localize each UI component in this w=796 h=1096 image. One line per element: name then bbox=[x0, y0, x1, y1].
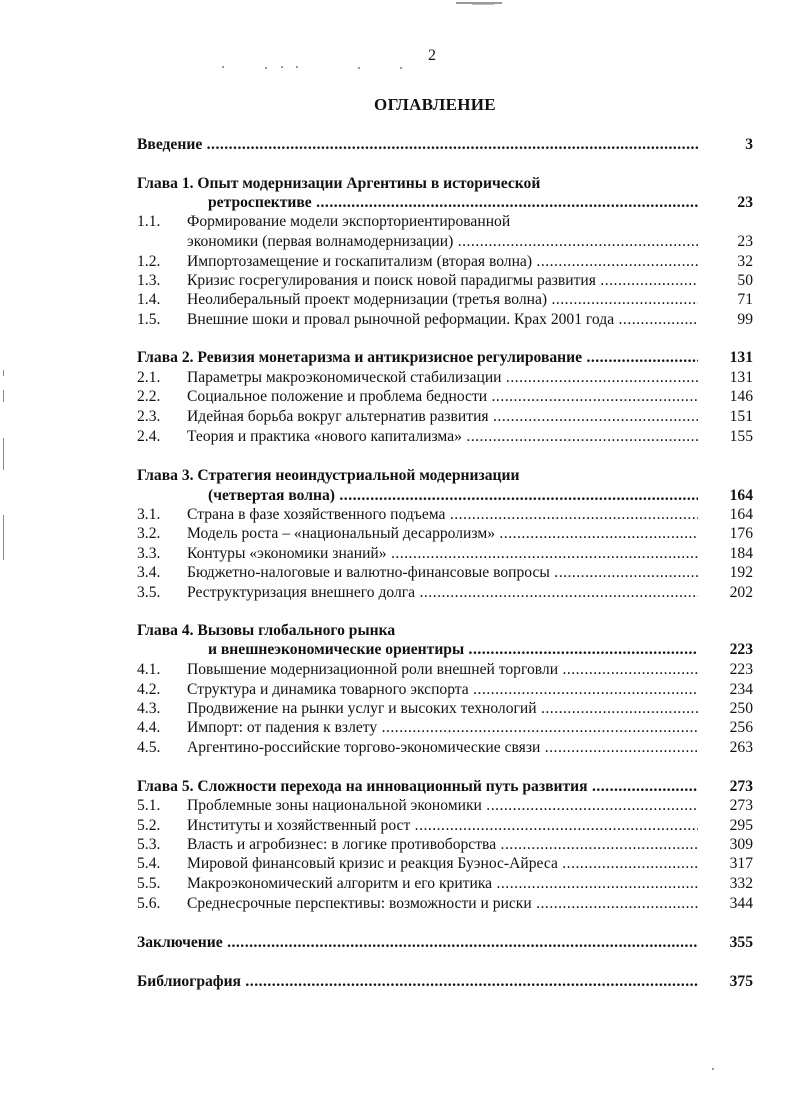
toc-entry-title: Институты и хозяйственный рост ..... bbox=[187, 816, 698, 836]
toc-entry-page: 99 bbox=[737, 311, 753, 328]
toc-entry-title: Глава 2. Ревизия монетаризма и антикризисное регулирование ..... bbox=[137, 348, 698, 368]
toc-entry bbox=[137, 874, 753, 894]
toc-entry bbox=[137, 894, 753, 914]
toc-entry-page: 344 bbox=[729, 895, 753, 912]
toc-entry-title: Мировой финансовый кризис и реакция Буэнос-Айреса ..... bbox=[187, 854, 698, 874]
scan-speck bbox=[265, 67, 267, 69]
toc-entry-page: 23 bbox=[737, 233, 753, 250]
toc-entry-title: Параметры макроэкономической стабилизации ..... bbox=[187, 368, 698, 388]
toc-entry-page: 151 bbox=[729, 408, 753, 425]
toc-entry-page: 192 bbox=[729, 564, 753, 581]
toc-entry-number: 3.5. bbox=[137, 584, 161, 601]
toc-entry bbox=[137, 348, 753, 368]
toc-entry bbox=[137, 699, 753, 719]
toc-entry-page: 234 bbox=[729, 681, 753, 698]
toc-entry bbox=[137, 816, 753, 836]
toc-entry bbox=[137, 583, 753, 603]
toc-entry-number: 4.3. bbox=[137, 700, 161, 717]
toc-entry bbox=[137, 680, 753, 700]
toc-entry bbox=[137, 252, 753, 272]
toc-entry-title: Аргентино-российские торгово-экономические связи ..... bbox=[187, 738, 698, 758]
toc-entry bbox=[137, 212, 753, 232]
toc-entry-page: 273 bbox=[729, 778, 753, 795]
toc-entry-title: Проблемные зоны национальной экономики ..... bbox=[187, 796, 698, 816]
toc-entry-title: Бюджетно-налоговые и валютно-финансовые вопросы ..... bbox=[187, 563, 698, 583]
toc-entry-title: Продвижение на рынки услуг и высоких технологий ..... bbox=[187, 699, 698, 719]
toc-entry-title: ретроспективе ..... bbox=[208, 193, 698, 213]
toc-entry bbox=[137, 835, 753, 855]
toc-entry-page: 50 bbox=[737, 272, 753, 289]
toc-entry-number: 2.3. bbox=[137, 408, 161, 425]
toc-entry-page: 71 bbox=[737, 291, 753, 308]
scan-edge-mark bbox=[3, 515, 4, 560]
toc-entry bbox=[137, 193, 753, 213]
toc-entry bbox=[137, 738, 753, 758]
toc-entry-title: Реструктуризация внешнего долга ..... bbox=[187, 583, 698, 603]
toc-entry-title: Повышение модернизационной роли внешней торговли ..... bbox=[187, 660, 698, 680]
toc-entry-title: Формирование модели экспорториентированной bbox=[187, 213, 511, 230]
toc-entry-number: 1.5. bbox=[137, 311, 161, 328]
toc-entry-title: Модель роста – «национальный десарролизм» ..... bbox=[187, 524, 698, 544]
toc-entry-title: Среднесрочные перспективы: возможности и риски ..... bbox=[187, 894, 698, 914]
toc-entry-number: 3.3. bbox=[137, 545, 161, 562]
toc-entry-page: 256 bbox=[729, 719, 753, 736]
toc-entry-number: 3.4. bbox=[137, 564, 161, 581]
toc-entry-title: экономики (первая волнамодернизации) ..... bbox=[187, 232, 698, 252]
toc-entry bbox=[137, 854, 753, 874]
page-title: ОГЛАВЛЕНИЕ bbox=[374, 95, 496, 114]
toc-entry bbox=[137, 486, 753, 506]
toc-entry-page: 164 bbox=[729, 506, 753, 523]
toc-entry-number: 3.1. bbox=[137, 506, 161, 523]
scan-speck bbox=[281, 66, 283, 68]
toc-entry bbox=[137, 387, 753, 407]
toc-entry-page: 176 bbox=[729, 525, 753, 542]
toc-entry-page: 317 bbox=[729, 855, 753, 872]
toc-entry bbox=[137, 640, 753, 660]
toc-entry bbox=[137, 544, 753, 564]
toc-entry-title: Заключение ..... bbox=[137, 933, 698, 953]
toc-entry bbox=[137, 660, 753, 680]
toc-entry bbox=[137, 174, 753, 194]
scan-speck bbox=[712, 1068, 714, 1070]
toc-entry bbox=[137, 407, 753, 427]
toc-entry-title: (четвертая волна) ..... bbox=[208, 486, 698, 506]
toc-entry-number: 1.3. bbox=[137, 272, 161, 289]
toc-entry bbox=[137, 621, 753, 641]
toc-entry-page: 309 bbox=[729, 836, 753, 853]
scan-edge-mark bbox=[3, 370, 4, 376]
toc-entry-number: 4.5. bbox=[137, 739, 161, 756]
toc-entry-page: 131 bbox=[729, 369, 753, 386]
toc-entry bbox=[137, 427, 753, 447]
toc-entry bbox=[137, 933, 753, 953]
toc-entry-title: Кризис госрегулирования и поиск новой парадигмы развития ..... bbox=[187, 271, 698, 291]
toc-entry-page: 164 bbox=[729, 487, 753, 504]
toc-entry-title: Библиография ..... bbox=[137, 972, 698, 992]
toc-entry-title: Контуры «экономики знаний» ..... bbox=[187, 544, 698, 564]
scan-speck bbox=[222, 66, 224, 68]
toc-entry-page: 332 bbox=[729, 875, 753, 892]
toc-entry-page: 295 bbox=[729, 817, 753, 834]
page-number: 2 bbox=[428, 47, 436, 64]
toc-entry-title: Глава 3. Стратегия неоиндустриальной модернизации bbox=[137, 467, 520, 484]
toc-entry-title: Идейная борьба вокруг альтернатив развития ..... bbox=[187, 407, 698, 427]
toc-entry-title: Страна в фазе хозяйственного подъема ..... bbox=[187, 505, 698, 525]
toc-entry-title: Теория и практика «нового капитализма» ..... bbox=[187, 427, 698, 447]
toc-entry-number: 5.3. bbox=[137, 836, 161, 853]
toc-entry-title: Макроэкономический алгоритм и его критика ..... bbox=[187, 874, 698, 894]
toc-entry bbox=[137, 718, 753, 738]
toc-entry bbox=[137, 796, 753, 816]
toc-entry-number: 2.2. bbox=[137, 388, 161, 405]
toc-entry-page: 223 bbox=[729, 641, 753, 658]
toc-entry-number: 2.4. bbox=[137, 428, 161, 445]
toc-entry bbox=[137, 310, 753, 330]
toc-entry-page: 223 bbox=[729, 661, 753, 678]
toc-entry-page: 131 bbox=[729, 349, 753, 366]
toc-entry-title: Импортозамещение и госкапитализм (вторая волна) ..... bbox=[187, 252, 698, 272]
toc-entry-title: Импорт: от падения к взлету ..... bbox=[187, 718, 698, 738]
toc-entry-page: 355 bbox=[729, 934, 753, 951]
toc-entry-number: 3.2. bbox=[137, 525, 161, 542]
toc-entry bbox=[137, 524, 753, 544]
toc-entry-title: Структура и динамика товарного экспорта ..... bbox=[187, 680, 698, 700]
toc-entry-page: 202 bbox=[729, 584, 753, 601]
toc-entry bbox=[137, 290, 753, 310]
toc-entry bbox=[137, 135, 753, 155]
toc-entry bbox=[137, 271, 753, 291]
toc-entry-page: 250 bbox=[729, 700, 753, 717]
toc-entry-number: 4.2. bbox=[137, 681, 161, 698]
toc-entry bbox=[137, 505, 753, 525]
toc-entry-page: 375 bbox=[729, 973, 753, 990]
toc-entry-number: 5.6. bbox=[137, 895, 161, 912]
toc-entry-title: Глава 5. Сложности перехода на инновационный путь развития ..... bbox=[137, 777, 698, 797]
scan-speck bbox=[400, 67, 402, 69]
toc-entry-number: 5.4. bbox=[137, 855, 161, 872]
toc-entry bbox=[137, 563, 753, 583]
toc-entry-number: 5.5. bbox=[137, 875, 161, 892]
toc-entry-title: Введение ..... bbox=[137, 135, 698, 155]
toc-entry-number: 4.1. bbox=[137, 661, 161, 678]
scan-speck bbox=[296, 66, 298, 68]
toc-entry-title: Неолиберальный проект модернизации (третья волна) ..... bbox=[187, 290, 698, 310]
toc-entry-title: Глава 1. Опыт модернизации Аргентины в исторической bbox=[137, 175, 541, 192]
toc-entry-page: 273 bbox=[729, 797, 753, 814]
scan-speck bbox=[358, 67, 360, 69]
toc-entry-page: 23 bbox=[737, 194, 753, 211]
toc-entry bbox=[137, 777, 753, 797]
toc-entry-page: 263 bbox=[729, 739, 753, 756]
toc-entry-page: 32 bbox=[737, 253, 753, 270]
scan-artifact-line bbox=[472, 4, 494, 5]
toc-entry-title: Глава 4. Вызовы глобального рынка bbox=[137, 622, 396, 639]
toc-entry-page: 184 bbox=[729, 545, 753, 562]
toc-entry bbox=[137, 972, 753, 992]
toc-entry-number: 5.2. bbox=[137, 817, 161, 834]
toc-entry-number: 1.2. bbox=[137, 253, 161, 270]
scan-edge-mark bbox=[3, 390, 4, 402]
toc-entry-title: Внешние шоки и провал рыночной реформации. Крах 2001 года ..... bbox=[187, 310, 698, 330]
toc-entry-number: 1.4. bbox=[137, 291, 161, 308]
toc-entry bbox=[137, 466, 753, 486]
toc-entry-title: Власть и агробизнес: в логике противоборства ..... bbox=[187, 835, 698, 855]
toc-entry-page: 146 bbox=[729, 388, 753, 405]
scan-edge-mark bbox=[3, 438, 4, 470]
toc-entry-number: 5.1. bbox=[137, 797, 161, 814]
toc-entry bbox=[137, 368, 753, 388]
toc-entry-number: 4.4. bbox=[137, 719, 161, 736]
toc-entry-page: 155 bbox=[729, 428, 753, 445]
toc-entry bbox=[137, 232, 753, 252]
toc-entry-number: 2.1. bbox=[137, 369, 161, 386]
toc-entry-title: и внешнеэкономические ориентиры ..... bbox=[208, 640, 698, 660]
toc-entry-number: 1.1. bbox=[137, 213, 161, 230]
toc-entry-page: 3 bbox=[745, 136, 753, 153]
toc-entry-title: Социальное положение и проблема бедности ..... bbox=[187, 387, 698, 407]
